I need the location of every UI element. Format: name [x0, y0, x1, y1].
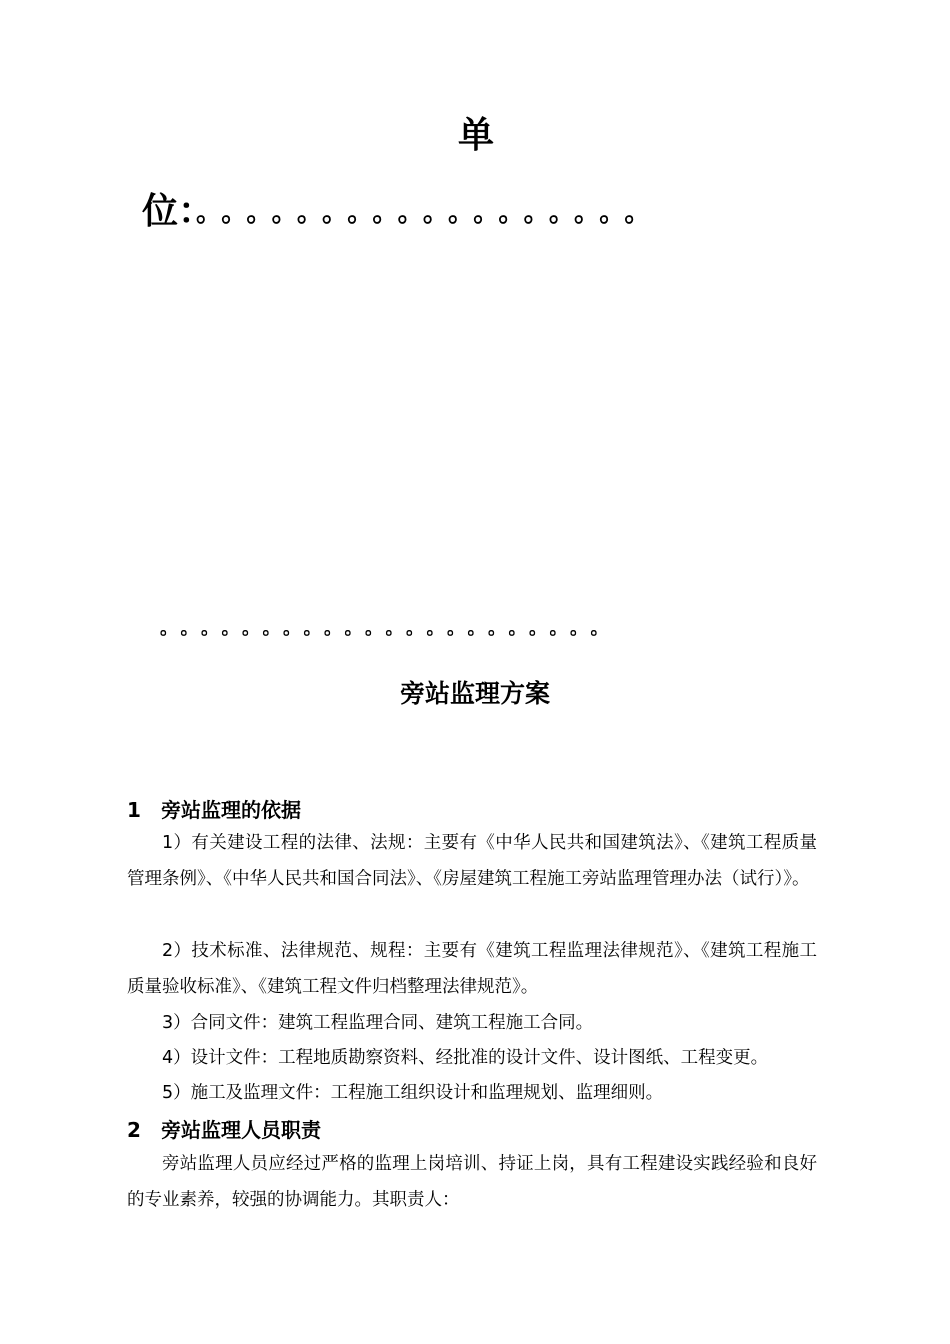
section-title: 旁站监理的依据: [161, 798, 301, 822]
unit-label-row: [142, 191, 663, 232]
unit-label-char-2: 位：: [142, 191, 197, 232]
unit-fill-dots: 。。。。。。。。。。。。。。。。。。: [196, 198, 663, 228]
paragraph: 3）合同文件：建筑工程监理合同、建筑工程施工合同。: [162, 1013, 594, 1033]
paragraph: 5）施工及监理文件：工程施工组织设计和监理规划、监理细则。: [162, 1083, 664, 1103]
section-heading: [127, 794, 301, 823]
section-heading: [127, 1114, 321, 1143]
section-title: 旁站监理人员职责: [161, 1118, 321, 1142]
paragraph: 旁站监理人员应经过严格的监理上岗培训、持证上岗，具有工程建设实践经验和良好的专业素养，较强的协调能力。其职责人：: [127, 1154, 817, 1210]
section-number: 1: [127, 798, 141, 822]
document-title: 旁站监理方案: [399, 679, 550, 708]
paragraph: 4）设计文件：工程地质勘察资料、经批准的设计文件、设计图纸、工程变更。: [162, 1048, 769, 1068]
paragraph: 1）有关建设工程的法律、法规：主要有《中华人民共和国建筑法》、《建筑工程质量管理条例》、《中华人民共和国合同法》、《房屋建筑工程施工旁站监理管理办法（试行）》。: [127, 833, 817, 889]
section-number: 2: [127, 1118, 141, 1142]
unit-label-char-1: 单: [458, 115, 495, 156]
separator-dots: 。。。。。。。。。。。。。。。。。。。。。。: [160, 618, 620, 639]
paragraph: 2）技术标准、法律规范、规程：主要有《建筑工程监理法律规范》、《建筑工程施工质量验收标准》、《建筑工程文件归档整理法律规范》。: [127, 941, 817, 997]
